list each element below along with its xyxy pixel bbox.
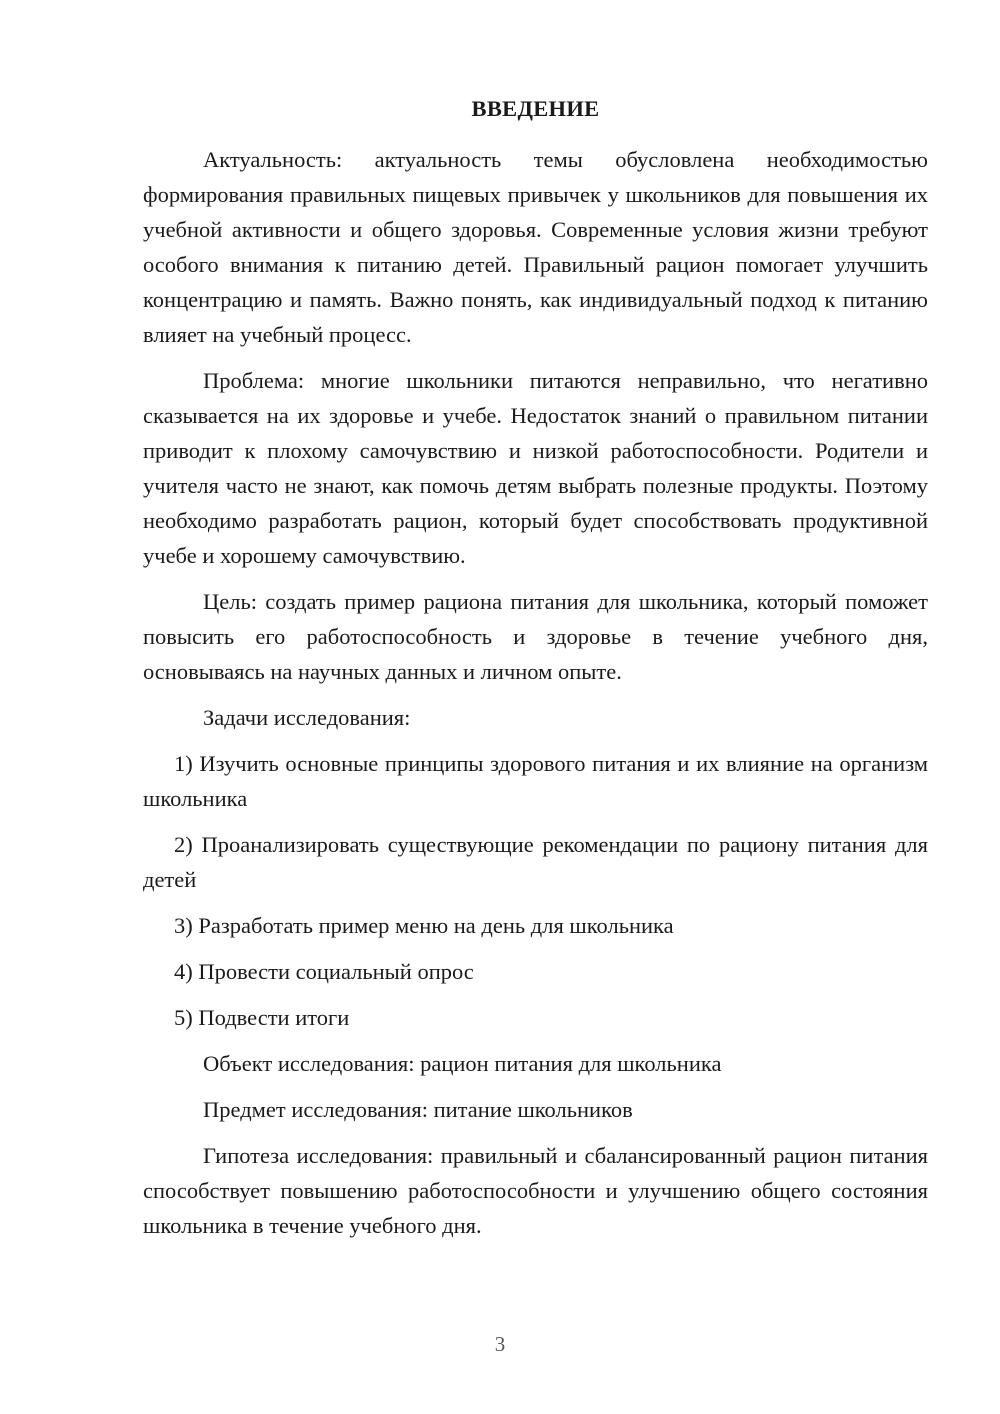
page-title: ВВЕДЕНИЕ (471, 96, 600, 121)
page-number: 3 (494, 1332, 506, 1356)
task-item-1: 1) Изучить основные принципы здорового питания и их влияние на организм школьника (143, 751, 928, 811)
task-item-3: 3) Разработать пример меню на день для школьника (174, 913, 674, 938)
object-paragraph: Объект исследования: рацион питания для школьника (203, 1051, 722, 1076)
subject-paragraph: Предмет исследования: питание школьников (203, 1097, 633, 1122)
task-item-2: 2) Проанализировать существующие рекомендации по рациону питания для детей (143, 832, 928, 892)
relevance-paragraph: Актуальность: актуальность темы обусловлена необходимостью формирования правильных пищевых привычек у школьников для повышения их учебной активности и общего здоровья. Современные условия жизни требуют особого внимания к питанию детей. Правильный рацион помогает улучшить концентрацию и память. Важно понять, как индивидуальный подход к питанию влияет на учебный процесс. (143, 147, 928, 347)
goal-paragraph: Цель: создать пример рациона питания для школьника, который поможет повысить его работоспособность и здоровье в течение учебного дня, основываясь на научных данных и личном опыте. (143, 589, 928, 684)
document-page (143, 94, 928, 1254)
task-item-5: 5) Подвести итоги (174, 1005, 350, 1030)
problem-paragraph: Проблема: многие школьники питаются неправильно, что негативно сказывается на их здоровье и учебе. Недостаток знаний о правильном питании приводит к плохому самочувствию и низкой работоспособности. Родители и учителя часто не знают, как помочь детям выбрать полезные продукты. Поэтому необходимо разработать рацион, который будет способствовать продуктивной учебе и хорошему самочувствию. (143, 368, 928, 568)
tasks-title: Задачи исследования: (203, 705, 411, 730)
task-item-4: 4) Провести социальный опрос (174, 959, 474, 984)
hypothesis-paragraph: Гипотеза исследования: правильный и сбалансированный рацион питания способствует повышению работоспособности и улучшению общего состояния школьника в течение учебного дня. (143, 1143, 928, 1238)
